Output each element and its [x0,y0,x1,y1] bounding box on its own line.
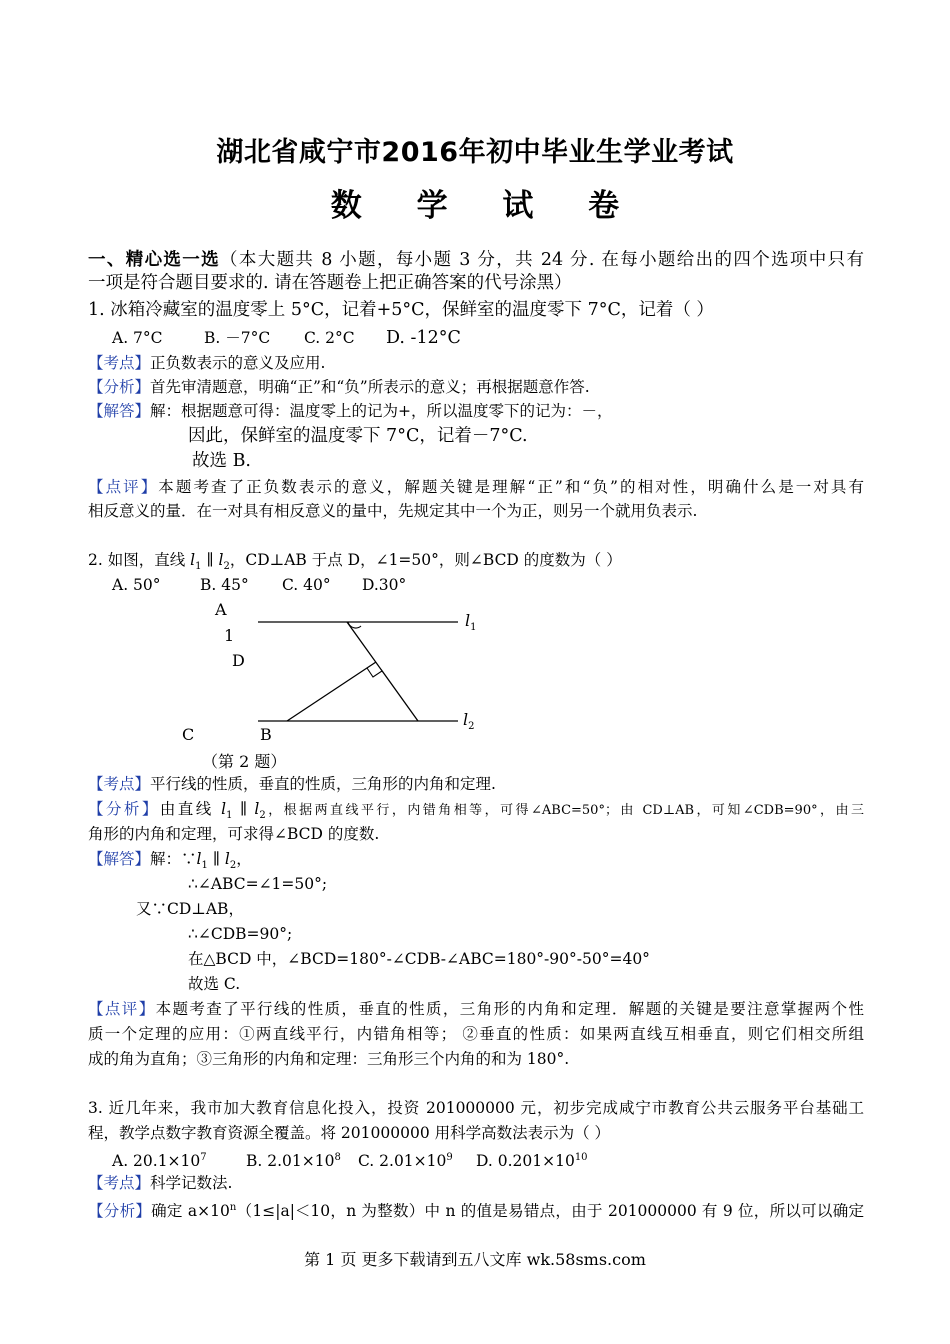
q2-fenxi-sub1: 1 [226,810,233,822]
kaodian-tag: 【考点】 [88,1174,151,1192]
q2-stem-a: 2. 如图，直线 [88,551,191,569]
q2-line-l2: l [218,551,224,569]
q3-option-a-exp: 7 [200,1152,207,1163]
figure-label-a: A [215,600,227,619]
q3-option-b [246,1147,358,1172]
fenxi-tag: 【分析】 [88,800,160,818]
q2-fenxi-sub2: 2 [259,810,266,822]
section1-heading: 一、精心选一选 [88,250,220,270]
figure-l2-sub: 2 [468,721,475,733]
figure-label-b: B [260,725,272,744]
q1-fenxi-text: 首先审清题意，明确“正”和“负”所表示的意义；再根据题意作答. [150,378,590,396]
q2-option-d: D.30° [362,576,407,594]
jieda-tag: 【解答】 [88,850,151,868]
q2-kaodian-text: 平行线的性质，垂直的性质，三角形的内角和定理. [150,775,496,793]
q2-fenxi-l1: l [221,800,227,818]
exam-subtitle: 数 学 试 卷 [330,188,642,224]
q3-kaodian-text: 科学记数法. [150,1174,233,1192]
figure-segment-ab [347,622,418,721]
q2-option-a: A. 50° [112,576,161,594]
fenxi-tag: 【分析】 [88,378,151,396]
q1-jieda-line2: 因此，保鲜室的温度零下 7°C，记着－7°C. [188,426,528,446]
q2-parallel: ∥ [201,551,219,569]
figure-label-1: 1 [224,626,235,645]
q2-fenxi-parallel: ∥ [232,800,255,818]
q2-jieda-line4: ∴∠CDB=90°; [188,925,293,943]
q3-stem-line1: 3. 近几年来，我市加大教育信息化投入，投资 201000000 元，初步完成咸宁市教育公共云服务平台基础工 [88,1099,864,1117]
q2-option-c: C. 40° [282,576,331,594]
q3-option-a [112,1147,246,1172]
q2-stem-b: ，CD⊥AB 于点 D，∠1=50°，则∠BCD 的度数为（ ） [229,551,622,569]
q2-jieda-parallel: ∥ [207,850,225,868]
q2-jieda-line6: 故选 C. [188,975,241,993]
figure-l2-letter: l [463,710,469,729]
q1-dianping-text1: 本题考查了正负数表示的意义，解题关键是理解“正”和“负”的相对性，明确什么是一对具有 [158,478,864,496]
q3-fenxi-a: 确定 a×10 [151,1202,230,1221]
section1-desc1: （本大题共 8 小题，每小题 3 分，共 24 分. 在每小题给出的四个选项中只有 [220,250,864,270]
q3-options [112,1147,588,1172]
q1-option-d: D. -12°C [386,328,461,348]
q2-jieda-sub2: 2 [229,860,237,872]
figure-label-d: D [232,651,245,670]
q1-kaodian-text: 正负数表示的意义及应用. [150,354,326,372]
q2-fenxi-b: ，根据两直线平行，内错角相等，可得∠ABC=50°；由 CD⊥AB，可知∠CDB=90°，由三 [265,803,864,818]
figure-segment-cd [287,662,376,721]
q1-option-a: A. 7°C [112,329,163,347]
q2-jieda-text1b: ， [236,850,252,868]
q2-dianping-line2: 质一个定理的应用：①两直线平行，内错角相等； ②垂直的性质：如果两直线互相垂直，则它们相交所组 [88,1025,864,1043]
q2-dianping [88,998,864,1020]
q2-jieda-l1: l [196,850,202,868]
q3-option-d [476,1147,588,1172]
q3-option-c [358,1147,476,1172]
right-angle-mark [367,668,382,677]
q3-option-d-text: D. 0.201×10 [476,1152,575,1171]
dianping-tag: 【点评】 [88,1000,156,1018]
exam-title: 湖北省咸宁市2016年初中毕业生学业考试 [216,137,734,168]
q3-option-c-exp: 9 [446,1152,453,1163]
q2-sub1: 1 [195,561,202,573]
q2-fenxi-l2: l [254,800,260,818]
q2-dianping-line3: 成的角为直角；③三角形的内角和定理：三角形三个内角的和为 180°. [88,1050,570,1068]
q3-option-a-text: A. 20.1×10 [112,1152,201,1171]
q3-fenxi [88,1197,864,1222]
section1-desc2: 一项是符合题目要求的. 请在答题卷上把正确答案的代号涂黑） [88,273,572,293]
q1-jieda-line3: 故选 B. [192,451,251,471]
figure-l1-sub: 1 [470,622,477,634]
q2-jieda-text1: 解：∵ [150,850,197,868]
dianping-tag: 【点评】 [88,478,159,496]
figure-l1-letter: l [465,611,471,630]
q2-jieda-line5: 在△BCD 中，∠BCD=180°-∠CDB-∠ABC=180°-90°-50°=40° [188,950,650,968]
q2-jieda-line2: ∴∠ABC=∠1=50°; [188,875,328,893]
q2-line-l1: l [190,551,196,569]
figure-label-l2 [463,710,475,732]
page-footer: 第 1 页 更多下载请到五八文库 wk.58sms.com [304,1250,646,1269]
q3-option-c-text: C. 2.01×10 [358,1152,447,1171]
q2-fenxi-a: 由直线 [159,800,222,818]
figure-label-l1 [465,611,477,633]
q2-option-b: B. 45° [200,576,249,594]
figure-caption: （第 2 题） [202,752,287,771]
q2-kaodian [88,773,496,795]
q2-fenxi-line2: 角形的内角和定理，可求得∠BCD 的度数. [88,825,380,843]
kaodian-tag: 【考点】 [88,775,151,793]
q3-fenxi-exp: n [229,1202,237,1213]
q3-option-b-text: B. 2.01×10 [246,1152,335,1171]
q1-option-c: C. 2°C [304,329,355,347]
kaodian-tag: 【考点】 [88,354,151,372]
q2-jieda-l2: l [224,850,230,868]
q1-option-b: B. －7°C [204,329,271,347]
fenxi-tag: 【分析】 [88,1202,152,1221]
q3-stem-line2: 程，教学点数字教育资源全覆盖。将 201000000 用科学高数法表示为（ ） [88,1124,611,1142]
figure-label-c: C [182,725,195,744]
q2-sub2: 2 [223,561,230,573]
q3-option-b-exp: 8 [334,1152,341,1163]
q3-kaodian [88,1172,232,1194]
q1-dianping-line2: 相反意义的量．在一对具有相反意义的量中，先规定其中一个为正，则另一个就用负表示. [88,502,698,520]
q2-jieda-sub1: 1 [201,860,208,872]
q2-jieda-line3: 又∵CD⊥AB， [136,900,244,918]
q3-fenxi-b: （1≤|a|＜10，n 为整数）中 n 的值是易错点，由于 201000000 有 9 位，所以可以确定 [236,1202,864,1221]
q1-jieda-text1: 解：根据题意可得：温度零上的记为+，所以温度零下的记为：－， [150,402,613,420]
jieda-tag: 【解答】 [88,402,151,420]
q1-stem: 1. 冰箱冷藏室的温度零上 5°C，记着+5°C，保鲜室的温度零下 7°C，记着（ ） [88,300,714,320]
q2-dianping-text1: 本题考查了平行线的性质，垂直的性质，三角形的内角和定理．解题的关键是要注意掌握两个性 [155,1000,864,1018]
q3-option-d-exp: 10 [574,1152,588,1163]
